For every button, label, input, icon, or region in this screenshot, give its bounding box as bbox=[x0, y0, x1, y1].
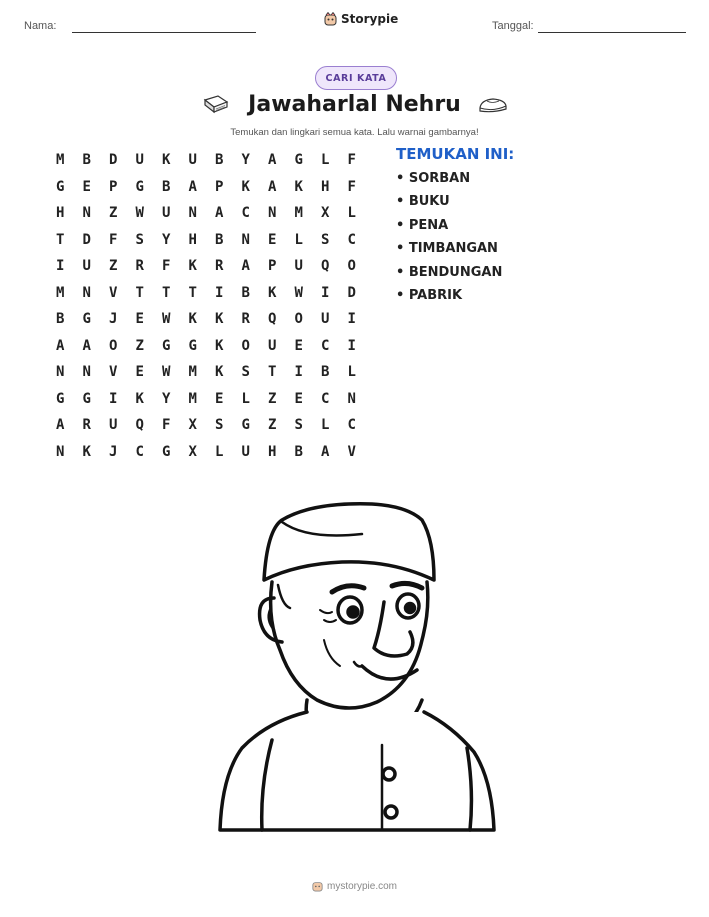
grid-letter[interactable]: U bbox=[188, 152, 197, 169]
grid-letter[interactable]: P bbox=[268, 258, 277, 275]
grid-letter[interactable]: E bbox=[135, 364, 144, 381]
grid-letter[interactable]: Z bbox=[109, 205, 118, 222]
nehru-coloring-illustration[interactable] bbox=[212, 490, 502, 850]
word-item: • BUKU bbox=[396, 194, 450, 210]
footer-url[interactable]: mystorypie.com bbox=[326, 880, 397, 892]
grid-letter[interactable]: K bbox=[82, 443, 91, 460]
grid-letter[interactable]: M bbox=[294, 205, 303, 222]
activity-badge: CARI KATA bbox=[315, 66, 397, 90]
grid-letter[interactable]: F bbox=[109, 231, 118, 248]
grid-letter[interactable]: B bbox=[215, 231, 224, 248]
grid-letter[interactable]: H bbox=[268, 443, 277, 460]
grid-letter[interactable]: W bbox=[162, 364, 171, 381]
grid-letter[interactable]: O bbox=[347, 258, 356, 275]
grid-letter[interactable]: I bbox=[56, 258, 65, 275]
grid-letter[interactable]: D bbox=[82, 231, 91, 248]
grid-letter[interactable]: N bbox=[268, 205, 277, 222]
grid-letter[interactable]: N bbox=[188, 205, 197, 222]
grid-letter[interactable]: A bbox=[268, 152, 277, 169]
grid-letter[interactable]: I bbox=[347, 311, 356, 328]
word-list bbox=[396, 171, 502, 311]
grid-letter[interactable]: L bbox=[321, 417, 330, 434]
grid-letter[interactable]: L bbox=[321, 152, 330, 169]
grid-letter[interactable]: L bbox=[347, 364, 356, 381]
grid-letter[interactable]: F bbox=[347, 152, 356, 169]
grid-letter[interactable]: J bbox=[109, 311, 118, 328]
grid-letter[interactable]: E bbox=[82, 178, 91, 195]
grid-letter[interactable]: L bbox=[241, 390, 250, 407]
grid-letter[interactable]: L bbox=[347, 205, 356, 222]
word-item: • PENA bbox=[396, 217, 449, 233]
grid-letter[interactable]: I bbox=[294, 364, 303, 381]
grid-letter[interactable]: S bbox=[215, 417, 224, 434]
grid-letter[interactable]: G bbox=[162, 337, 171, 354]
grid-letter[interactable]: Q bbox=[135, 417, 144, 434]
grid-letter[interactable]: A bbox=[56, 417, 65, 434]
word-list-title: TEMUKAN INI: bbox=[396, 145, 515, 163]
grid-letter[interactable]: G bbox=[82, 311, 91, 328]
cap-icon bbox=[477, 96, 509, 116]
grid-letter[interactable]: M bbox=[56, 152, 65, 169]
grid-letter[interactable]: K bbox=[215, 311, 224, 328]
grid-letter[interactable]: M bbox=[188, 390, 197, 407]
grid-letter[interactable]: X bbox=[188, 417, 197, 434]
grid-letter[interactable]: M bbox=[188, 364, 197, 381]
grid-letter[interactable]: S bbox=[294, 417, 303, 434]
word-item: • TIMBANGAN bbox=[396, 241, 498, 257]
grid-letter[interactable]: N bbox=[82, 205, 91, 222]
grid-letter[interactable]: E bbox=[294, 337, 303, 354]
grid-letter[interactable]: C bbox=[347, 417, 356, 434]
grid-letter[interactable]: W bbox=[135, 205, 144, 222]
grid-letter[interactable]: H bbox=[188, 231, 197, 248]
grid-letter[interactable]: F bbox=[347, 178, 356, 195]
grid-letter[interactable]: V bbox=[109, 284, 118, 301]
grid-letter[interactable]: O bbox=[109, 337, 118, 354]
grid-letter[interactable]: L bbox=[215, 443, 224, 460]
grid-letter[interactable]: I bbox=[109, 390, 118, 407]
grid-letter[interactable]: E bbox=[294, 390, 303, 407]
grid-letter[interactable]: K bbox=[162, 152, 171, 169]
grid-letter[interactable]: K bbox=[268, 284, 277, 301]
grid-letter[interactable]: C bbox=[347, 231, 356, 248]
grid-letter[interactable]: J bbox=[109, 443, 118, 460]
grid-letter[interactable]: Z bbox=[268, 390, 277, 407]
grid-letter[interactable]: Z bbox=[268, 417, 277, 434]
grid-letter[interactable]: U bbox=[162, 205, 171, 222]
grid-letter[interactable]: U bbox=[321, 311, 330, 328]
grid-letter[interactable]: N bbox=[241, 231, 250, 248]
grid-letter[interactable]: N bbox=[82, 284, 91, 301]
grid-letter[interactable]: L bbox=[294, 231, 303, 248]
grid-letter[interactable]: A bbox=[321, 443, 330, 460]
grid-letter[interactable]: G bbox=[56, 178, 65, 195]
grid-letter[interactable]: G bbox=[162, 443, 171, 460]
grid-letter[interactable]: C bbox=[135, 443, 144, 460]
grid-letter[interactable]: Y bbox=[162, 390, 171, 407]
grid-letter[interactable]: T bbox=[268, 364, 277, 381]
grid-letter[interactable]: U bbox=[241, 443, 250, 460]
grid-letter[interactable]: Z bbox=[135, 337, 144, 354]
date-line[interactable] bbox=[538, 32, 686, 33]
grid-letter[interactable]: K bbox=[135, 390, 144, 407]
grid-letter[interactable]: B bbox=[215, 152, 224, 169]
grid-letter[interactable]: I bbox=[215, 284, 224, 301]
footer bbox=[0, 880, 709, 892]
word-search-grid[interactable] bbox=[47, 147, 365, 465]
grid-letter[interactable]: B bbox=[241, 284, 250, 301]
grid-letter[interactable]: C bbox=[241, 205, 250, 222]
grid-letter[interactable]: A bbox=[188, 178, 197, 195]
word-item: • PABRIK bbox=[396, 287, 463, 303]
grid-letter[interactable]: U bbox=[294, 258, 303, 275]
grid-letter[interactable]: Q bbox=[268, 311, 277, 328]
grid-letter[interactable]: U bbox=[135, 152, 144, 169]
grid-letter[interactable]: K bbox=[241, 178, 250, 195]
grid-letter[interactable]: G bbox=[294, 152, 303, 169]
grid-letter[interactable]: G bbox=[135, 178, 144, 195]
grid-letter[interactable]: Y bbox=[241, 152, 250, 169]
grid-letter[interactable]: B bbox=[294, 443, 303, 460]
grid-letter[interactable]: A bbox=[241, 258, 250, 275]
grid-letter[interactable]: E bbox=[215, 390, 224, 407]
grid-letter[interactable]: K bbox=[294, 178, 303, 195]
grid-letter[interactable]: O bbox=[294, 311, 303, 328]
grid-letter[interactable]: B bbox=[162, 178, 171, 195]
grid-letter[interactable]: F bbox=[162, 258, 171, 275]
grid-letter[interactable]: B bbox=[321, 364, 330, 381]
grid-letter[interactable]: R bbox=[135, 258, 144, 275]
grid-letter[interactable]: I bbox=[347, 337, 356, 354]
grid-letter[interactable]: K bbox=[188, 311, 197, 328]
word-item: • BENDUNGAN bbox=[396, 264, 503, 280]
grid-letter[interactable]: W bbox=[162, 311, 171, 328]
grid-letter[interactable]: X bbox=[321, 205, 330, 222]
grid-letter[interactable]: E bbox=[135, 311, 144, 328]
grid-letter[interactable]: Y bbox=[162, 231, 171, 248]
grid-letter[interactable]: M bbox=[56, 284, 65, 301]
grid-letter[interactable]: T bbox=[135, 284, 144, 301]
grid-letter[interactable]: D bbox=[347, 284, 356, 301]
grid-letter[interactable]: C bbox=[321, 337, 330, 354]
grid-letter[interactable]: V bbox=[347, 443, 356, 460]
grid-letter[interactable]: Q bbox=[321, 258, 330, 275]
storypie-logo-icon bbox=[312, 880, 323, 892]
date-label: Tanggal: bbox=[492, 20, 534, 32]
grid-letter[interactable]: G bbox=[82, 390, 91, 407]
grid-letter[interactable]: A bbox=[268, 178, 277, 195]
grid-letter[interactable]: P bbox=[215, 178, 224, 195]
grid-letter[interactable]: A bbox=[82, 337, 91, 354]
grid-letter[interactable]: N bbox=[56, 364, 65, 381]
grid-letter[interactable]: V bbox=[109, 364, 118, 381]
grid-letter[interactable]: G bbox=[241, 417, 250, 434]
grid-letter[interactable]: T bbox=[188, 284, 197, 301]
grid-letter[interactable]: X bbox=[188, 443, 197, 460]
page-title: Jawaharlal Nehru bbox=[248, 92, 461, 117]
grid-letter[interactable]: I bbox=[321, 284, 330, 301]
instructions: Temukan dan lingkari semua kata. Lalu warnai gambarnya! bbox=[230, 127, 479, 138]
brand-name: Storypie bbox=[341, 12, 399, 26]
grid-letter[interactable]: U bbox=[82, 258, 91, 275]
grid-letter[interactable]: N bbox=[347, 390, 356, 407]
word-item: • SORBAN bbox=[396, 171, 471, 186]
grid-letter[interactable]: R bbox=[82, 417, 91, 434]
grid-letter[interactable]: K bbox=[188, 258, 197, 275]
grid-letter[interactable]: B bbox=[56, 311, 65, 328]
grid-letter[interactable]: F bbox=[162, 417, 171, 434]
grid-letter[interactable]: S bbox=[241, 364, 250, 381]
grid-letter[interactable]: S bbox=[135, 231, 144, 248]
grid-letter[interactable]: Z bbox=[109, 258, 118, 275]
grid-letter[interactable]: S bbox=[321, 231, 330, 248]
grid-letter[interactable]: A bbox=[56, 337, 65, 354]
grid-letter[interactable]: W bbox=[294, 284, 303, 301]
grid-letter[interactable]: O bbox=[241, 337, 250, 354]
name-label: Nama: bbox=[24, 20, 57, 32]
grid-letter[interactable]: K bbox=[215, 337, 224, 354]
grid-letter[interactable]: B bbox=[82, 152, 91, 169]
grid-letter[interactable]: R bbox=[241, 311, 250, 328]
grid-letter[interactable]: G bbox=[188, 337, 197, 354]
grid-letter[interactable]: G bbox=[56, 390, 65, 407]
name-line[interactable] bbox=[72, 32, 256, 33]
grid-letter[interactable]: N bbox=[82, 364, 91, 381]
grid-letter[interactable]: U bbox=[268, 337, 277, 354]
grid-letter[interactable]: T bbox=[162, 284, 171, 301]
grid-letter[interactable]: C bbox=[321, 390, 330, 407]
grid-letter[interactable]: P bbox=[109, 178, 118, 195]
grid-letter[interactable]: N bbox=[56, 443, 65, 460]
storypie-logo-icon bbox=[324, 12, 337, 26]
grid-letter[interactable]: H bbox=[56, 205, 65, 222]
grid-letter[interactable]: K bbox=[215, 364, 224, 381]
brand bbox=[324, 12, 398, 26]
grid-letter[interactable]: R bbox=[215, 258, 224, 275]
grid-letter[interactable]: E bbox=[268, 231, 277, 248]
grid-letter[interactable]: A bbox=[215, 205, 224, 222]
grid-letter[interactable]: U bbox=[109, 417, 118, 434]
grid-letter[interactable]: H bbox=[321, 178, 330, 195]
grid-letter[interactable]: T bbox=[56, 231, 65, 248]
grid-letter[interactable]: D bbox=[109, 152, 118, 169]
